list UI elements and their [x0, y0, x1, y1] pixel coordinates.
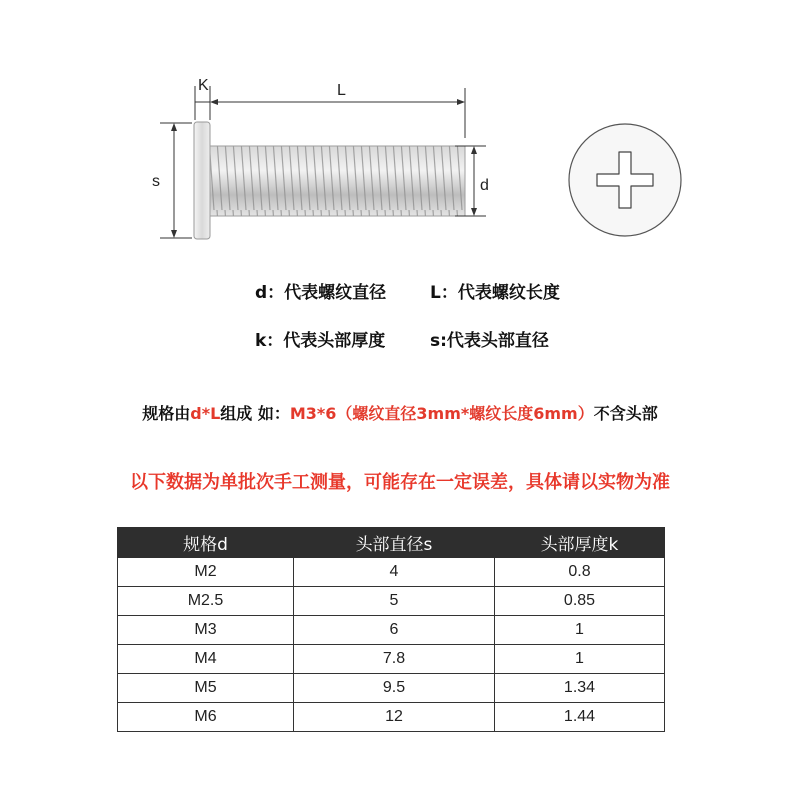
- cell-head-thickness: 1: [495, 645, 665, 674]
- cell-size: M2.5: [118, 587, 294, 616]
- legend-s: s:代表头部直径: [430, 331, 549, 351]
- cell-head-diameter: 4: [294, 558, 495, 587]
- cell-size: M4: [118, 645, 294, 674]
- cell-size: M5: [118, 674, 294, 703]
- header-head-diameter-s: 头部直径s: [294, 528, 495, 558]
- spec-formula: d*L: [190, 404, 221, 423]
- header-size-d: 规格d: [118, 528, 294, 558]
- table-row: [118, 587, 665, 616]
- s-label: s: [152, 173, 160, 190]
- phillips-head-top-view-icon: [569, 124, 681, 236]
- cell-size: M6: [118, 703, 294, 732]
- table-row: [118, 558, 665, 587]
- cell-head-diameter: 7.8: [294, 645, 495, 674]
- cell-head-thickness: 0.85: [495, 587, 665, 616]
- cell-head-diameter: 12: [294, 703, 495, 732]
- header-head-thickness-k: 头部厚度k: [495, 528, 665, 558]
- cell-size: M2: [118, 558, 294, 587]
- spec-middle: 组成 如：: [220, 404, 290, 423]
- spec-prefix: 规格由: [142, 404, 191, 423]
- screw-diagram: [0, 0, 800, 270]
- k-label: K: [198, 77, 209, 94]
- cell-head-diameter: 6: [294, 616, 495, 645]
- cell-head-thickness: 0.8: [495, 558, 665, 587]
- s-dimension: [160, 123, 192, 238]
- screw-shaft: [210, 146, 465, 216]
- d-label: d: [480, 177, 489, 194]
- cell-head-diameter: 5: [294, 587, 495, 616]
- cell-head-thickness: 1.44: [495, 703, 665, 732]
- table-row: [118, 703, 665, 732]
- screw-head: [194, 122, 210, 239]
- cell-head-diameter: 9.5: [294, 674, 495, 703]
- cell-head-thickness: 1.34: [495, 674, 665, 703]
- legend-d: d：代表螺纹直径: [255, 283, 387, 303]
- spec-suffix: 不含头部: [593, 404, 658, 423]
- measurement-notice: 以下数据为单批次手工测量，可能存在一定误差，具体请以实物为准: [130, 472, 670, 493]
- cell-size: M3: [118, 616, 294, 645]
- table-row: [118, 674, 665, 703]
- spec-example: M3*6（螺纹直径3mm*螺纹长度6mm）: [289, 404, 594, 423]
- legend-l: L：代表螺纹长度: [430, 283, 560, 303]
- spec-explanation: [0, 401, 800, 424]
- table-header-row: [118, 528, 665, 558]
- legend-k: k：代表头部厚度: [255, 331, 386, 351]
- table-row: [118, 645, 665, 674]
- table-row: [118, 616, 665, 645]
- l-label: L: [337, 82, 346, 99]
- spec-table: [117, 527, 665, 732]
- cell-head-thickness: 1: [495, 616, 665, 645]
